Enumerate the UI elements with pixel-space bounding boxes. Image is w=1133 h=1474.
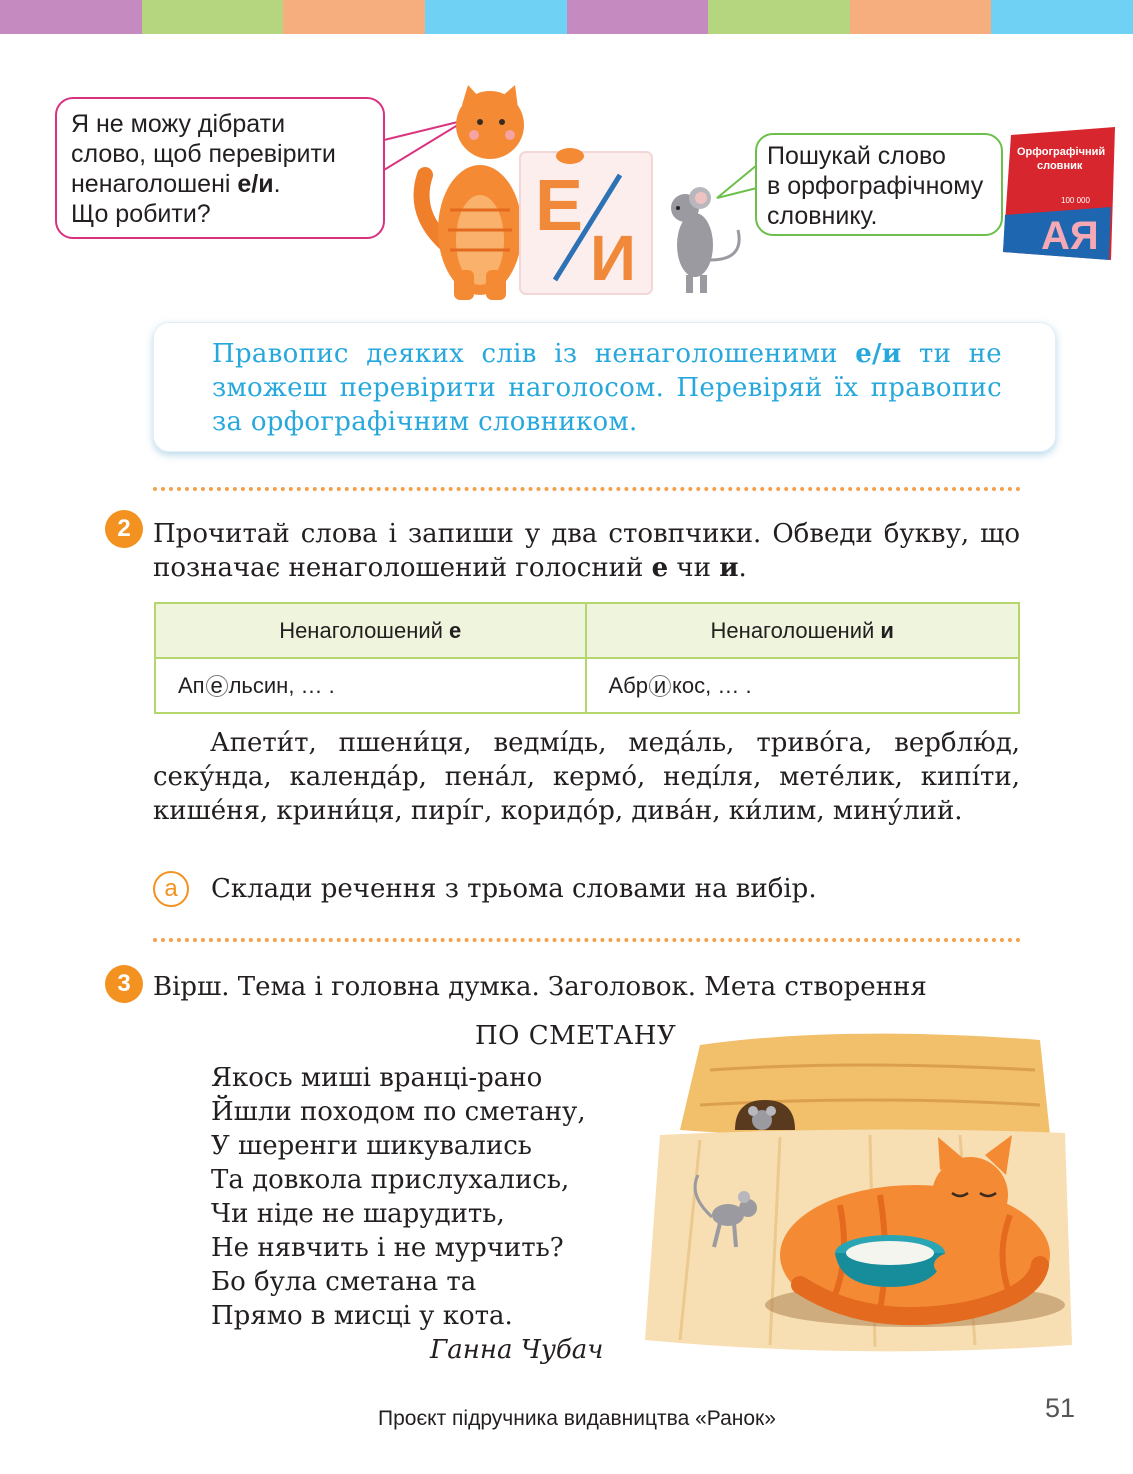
bubble-line: в орфографічному: [767, 172, 984, 200]
task-number-badge: 2: [105, 510, 143, 548]
speech-bubble-cat: [55, 97, 385, 239]
dotted-divider: [153, 487, 1021, 491]
color-strip: [850, 0, 992, 34]
page-number: 51: [1045, 1393, 1076, 1423]
poem-body: [211, 1061, 586, 1333]
circled-letter: е: [206, 675, 228, 697]
column-header-e: [155, 603, 586, 658]
task-bold: и: [719, 553, 739, 583]
dictionary-book-image: [1003, 127, 1118, 260]
poem-line: У шеренги шикувались: [211, 1131, 532, 1161]
poem-line: Та довкола прислухались,: [211, 1165, 570, 1195]
header-bold: е: [449, 617, 462, 643]
cell-text: Ап: [178, 672, 205, 698]
poem-line: Не нявчить і не мурчить?: [211, 1233, 564, 1263]
table-cell-e-example: [155, 658, 586, 713]
subtask-text: Склади речення з трьома словами на вибір.: [211, 874, 817, 904]
poem-line: Чи ніде не шарудить,: [211, 1199, 505, 1229]
poem-line: Бо була сметана та: [211, 1267, 477, 1297]
rule-text: [212, 337, 1002, 439]
bubble-line: Що робити?: [71, 200, 211, 228]
bubble-line: Пошукай слово: [767, 142, 946, 170]
task-text: Прочитай слова і запиши у два стовпчики. Обведи букву, що позначає ненаголошений голосний: [153, 519, 1020, 583]
color-strip: [708, 0, 850, 34]
word-list-text: Апети́т, пшени́ця, ведмі́дь, меда́ль, триво́га, верблю́д, секу́нда, календа́р, пена́л, кермо́, неді́ля, мете́лик, кипі́ти, кише́ня, крини́ця, пирі́г, коридо́р, дива́н, ки́лим, мину́лий.: [153, 728, 1020, 826]
color-strip: [142, 0, 284, 34]
color-strip: [283, 0, 425, 34]
header-text: Ненаголошений: [279, 617, 450, 643]
dictionary-subtitle: словник: [1037, 160, 1083, 172]
speech-bubble-mouse: [755, 133, 1003, 236]
task3-instruction: Вірш. Тема і головна думка. Заголовок. Мета створення: [153, 972, 927, 1002]
task-bold: е: [651, 553, 669, 583]
bubble-bold: е/и: [237, 170, 274, 198]
dictionary-count: 100 000: [1061, 196, 1090, 205]
column-header-y: [586, 603, 1020, 658]
top-color-bar: [0, 0, 1133, 34]
table-header-row: [155, 603, 1019, 658]
bubble-text: ненаголошені: [71, 170, 238, 198]
cell-text: льсин, … .: [228, 672, 335, 698]
color-strip: [0, 0, 142, 34]
dotted-divider: [153, 938, 1021, 942]
table-row: [155, 658, 1019, 713]
dictionary-letters: АЯ: [1041, 214, 1099, 258]
task2-instruction: [153, 517, 1020, 585]
vowel-columns-table: [154, 602, 1020, 714]
task-text: чи: [668, 553, 720, 583]
cell-text: Абр: [608, 672, 649, 698]
letter-y: И: [590, 222, 636, 294]
bubble-line: [71, 169, 369, 199]
color-strip: [425, 0, 567, 34]
bubble-line: словнику.: [767, 202, 878, 230]
task-number-badge: 3: [105, 965, 143, 1003]
cat-mouse-illustration: [370, 80, 790, 305]
subtask-letter-badge: а: [153, 871, 189, 907]
rule-text-bold: е/и: [855, 339, 902, 369]
color-strip: [991, 0, 1133, 34]
poem-author: Ганна Чубач: [430, 1335, 604, 1365]
word-list: [153, 726, 1020, 828]
table-cell-y-example: [586, 658, 1020, 713]
rule-text-part: Правопис деяких слів із ненаголошеними: [212, 339, 856, 369]
poem-title: ПО СМЕТАНУ: [475, 1021, 677, 1051]
cell-text: кос, … .: [672, 672, 752, 698]
bubble-line: слово, щоб перевірити: [71, 140, 336, 168]
header-text: Ненаголошений: [710, 617, 881, 643]
poem-line: Йшли походом по сметану,: [211, 1097, 586, 1127]
rule-text-part: ти не зможеш перевірити наголосом. Перевіряй їх правопис за орфографічним словником.: [212, 339, 1002, 437]
bubble-text: .: [273, 170, 281, 198]
sleeping-cat-illustration: [640, 1025, 1075, 1355]
bubble-line: Я не можу дібрати: [71, 110, 286, 138]
poem-line: Якось миші вранці-рано: [211, 1063, 543, 1093]
dictionary-title: Орфографічний: [1017, 146, 1106, 158]
poem-line: Прямо в мисці у кота.: [211, 1301, 513, 1331]
letter-e: Е: [535, 166, 584, 246]
circled-letter: и: [649, 675, 671, 697]
header-bold: и: [880, 617, 894, 643]
color-strip: [567, 0, 709, 34]
task-text: .: [738, 553, 747, 583]
footer-text: Проєкт підручника видавництва «Ранок»: [378, 1407, 776, 1430]
rule-box: [153, 322, 1056, 452]
